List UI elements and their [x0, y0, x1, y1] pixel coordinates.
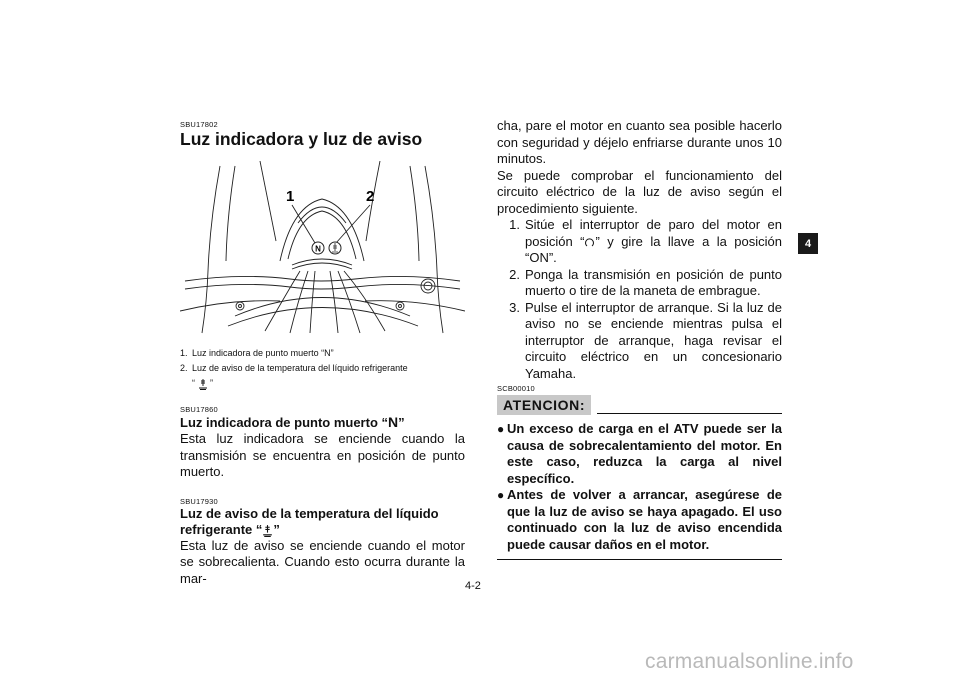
neutral-indicator-icon: [312, 242, 324, 254]
list-item: [497, 267, 782, 300]
caption-number: 2.: [180, 363, 188, 373]
page-title: Luz indicadora y luz de aviso: [180, 129, 423, 149]
page-number: 4-2: [465, 580, 481, 592]
engine-run-symbol-icon: [584, 237, 595, 248]
caution-header: [497, 395, 782, 415]
watermark: carmanualsonline.info: [645, 650, 854, 673]
section-code: SBU17860: [180, 405, 218, 414]
right-column: [497, 118, 782, 560]
neutral-indicator-paragraph: Esta luz indicadora se enciende cuando la transmisión se encuentra en posición de punto muerto.: [180, 431, 465, 479]
caution-text: Antes de volver a arrancar, asegúrese de que la luz de aviso se haya apagado. El uso continuado con la luz de aviso encendida puede causar daños en el motor.: [507, 487, 782, 552]
heading-text: refrigerante “: [180, 521, 263, 537]
list-item: [497, 217, 782, 267]
continued-paragraph: cha, pare el motor en cuanto sea posible hacerlo con seguridad y déjelo enfriarse durante unos 10 minutos.: [497, 118, 782, 166]
section-tab: 4: [798, 233, 818, 254]
figure-captions: [180, 346, 465, 391]
list-item: [497, 421, 782, 487]
coolant-temperature-indicator-icon: [329, 242, 341, 254]
step-number: 3.: [509, 299, 520, 315]
caution-text: Un exceso de carga en el ATV puede ser la causa de sobrecalentamiento del motor. En este caso, reduzca la carga al nivel específico.: [507, 421, 782, 486]
caption-item: [180, 361, 465, 376]
step-text: Ponga la transmisión en posición de punto muerto o tire de la maneta de embrague.: [525, 266, 782, 298]
neutral-indicator-heading: [180, 414, 465, 431]
heading-text: Luz de aviso de la temperatura del líquido: [180, 505, 439, 521]
coolant-temperature-icon: [262, 524, 273, 537]
section-code: SBU17802: [180, 120, 218, 129]
bullet-icon: ●: [497, 422, 505, 436]
caution-rule: [597, 413, 782, 414]
svg-text:N: N: [315, 244, 321, 254]
coolant-warning-heading: [180, 506, 465, 538]
caution-code: SCB00010: [497, 384, 535, 393]
procedure-steps: [497, 217, 782, 382]
step-text: [525, 217, 782, 267]
list-item: [497, 487, 782, 553]
figure-callout-1: 1: [286, 188, 295, 205]
quote-close: ”: [210, 378, 214, 388]
heading-text: ”: [398, 415, 405, 430]
bullet-icon: ●: [497, 488, 505, 502]
caution-box: [497, 421, 782, 560]
left-column: [180, 120, 465, 587]
indicator-figure: [180, 161, 465, 336]
quote-open: “: [192, 378, 195, 388]
check-procedure-paragraph: Se puede comprobar el funcionamiento del circuito eléctrico de la luz de aviso según el procedimiento siguiente.: [497, 167, 782, 216]
caption-text: Luz de aviso de la temperatura del líquido refrigerante: [192, 363, 408, 373]
caption-symbol-line: [180, 376, 465, 391]
coolant-temperature-icon: [198, 378, 208, 390]
caption-number: 1.: [180, 348, 188, 358]
step-text-part: ” y gire la llave a la posición “ON”.: [525, 233, 782, 265]
heading-text: ”: [273, 521, 280, 537]
atv-handlebar-illustration: [180, 161, 465, 336]
coolant-warning-paragraph: Esta luz de aviso se enciende cuando el motor se sobrecalienta. Cuando esto ocurra durante la mar-: [180, 537, 465, 586]
figure-callout-2: 2: [366, 188, 375, 205]
step-number: 1.: [509, 217, 520, 232]
neutral-symbol: N: [388, 414, 399, 430]
step-text: Pulse el interruptor de arranque. Si la luz de aviso no se enciende mientras pulsa el interruptor de arranque, haga revisar el circuito eléctrico en un concesionario Yamaha.: [525, 299, 782, 381]
step-text-part: Sitúe el interruptor de paro del motor en posición “: [525, 217, 782, 249]
list-item: [497, 300, 782, 383]
section-code: SBU17930: [180, 496, 218, 506]
caution-badge: ATENCION:: [497, 395, 591, 415]
caption-item: [180, 346, 465, 361]
caption-text: Luz indicadora de punto muerto “N”: [192, 348, 334, 358]
step-number: 2.: [509, 266, 520, 282]
heading-text: Luz indicadora de punto muerto “: [180, 415, 388, 430]
